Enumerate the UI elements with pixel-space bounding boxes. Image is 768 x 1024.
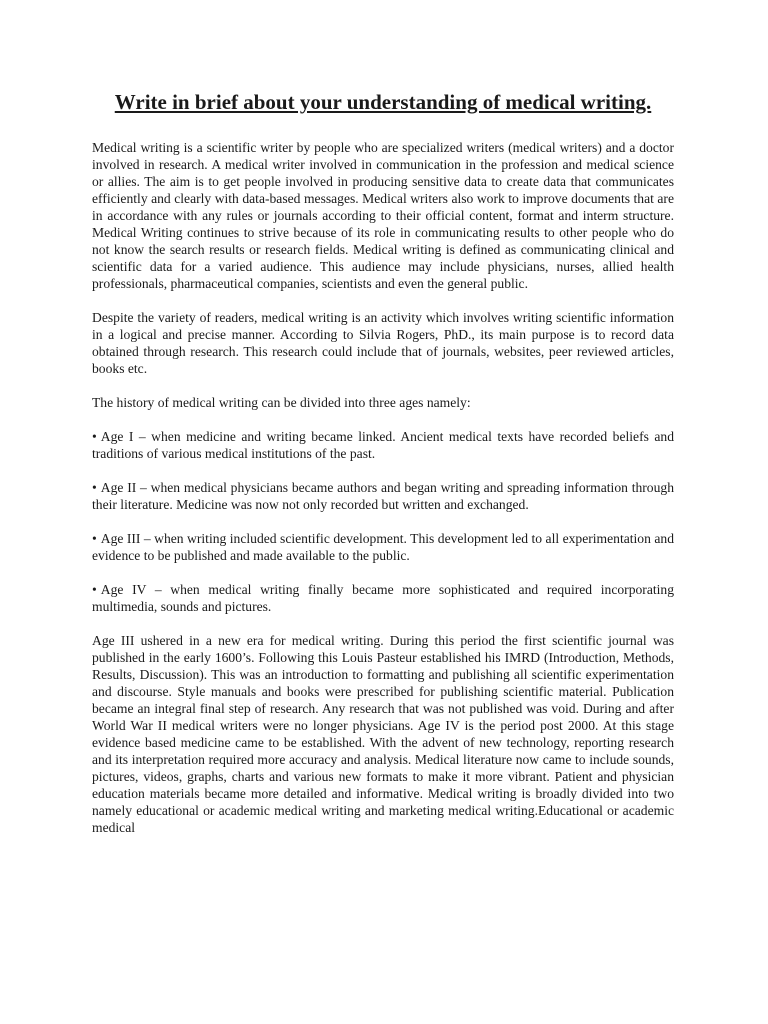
page-title: Write in brief about your understanding of medical writing. [114,90,652,114]
bullet-text: Age IV – when medical writing finally became more sophisticated and required incorporating multimedia, sounds and pictures. [92,582,674,614]
bullet-age-iii [92,530,674,564]
paragraph-readers: Despite the variety of readers, medical writing is an activity which involves writing scientific information in a logical and precise manner. According to Silvia Rogers, PhD., its main purpose is to record data obtained through research. This research could include that of journals, websites, peer reviewed articles, books etc. [92,310,674,376]
paragraph-intro: Medical writing is a scientific writer by people who are specialized writers (medical writers) and a doctor involved in research. A medical writer involved in communication in the profession and medical science or allies. The aim is to get people involved in producing sensitive data to create data that communicates efficiently and clearly with data-based messages. Medical writers also work to improve documents that are in accordance with any rules or journals according to their official content, format and interm structure. Medical Writing continues to strive because of its role in communicating results to other people who do not know the search results or research fields. Medical writing is defined as communicating clinical and scientific data for a varied audience. This audience may include physicians, nurses, allied health professionals, pharmaceutical companies, scientists and even the general public. [92,140,674,291]
bullet-age-i [92,428,674,462]
bullet-text: Age II – when medical physicians became authors and began writing and spreading information through their literature. Medicine was now not only recorded but written and exchanged. [92,480,674,512]
bullet-age-iv [92,581,674,615]
bullet-text: Age I – when medicine and writing became linked. Ancient medical texts have recorded beliefs and traditions of various medical institutions of the past. [92,429,674,461]
document-page [92,88,674,853]
bullet-text: Age III – when writing included scientific development. This development led to all experimentation and evidence to be published and made available to the public. [92,531,674,563]
bullet-icon: • [92,480,97,495]
paragraph-age-iii-era: Age III ushered in a new era for medical writing. During this period the first scientific journal was published in the early 1600’s. Following this Louis Pasteur established his IMRD (Introduction, Methods, Results, Discussion). This was an introduction to formatting and publishing all scientific experimentation and discourse. Style manuals and books were prescribed for publishing scientific material. Publication became an integral final step of research. Any research that was not published was void. During and after World War II medical writers were no longer physicians. Age IV is the period post 2000. At this stage evidence based medicine came to be established. With the advent of new technology, reporting research and its interpretation required more accuracy and analysis. Medical literature now came to include sounds, pictures, videos, graphs, charts and various new formats to make it more vibrant. Patient and physician education materials became more detailed and informative. Medical writing is broadly divided into two namely educational or academic medical writing and marketing medical writing.Educational or academic medical [92,633,674,835]
bullet-icon: • [92,582,97,597]
paragraph-history-lead: The history of medical writing can be divided into three ages namely: [92,395,471,410]
bullet-age-ii [92,479,674,513]
bullet-icon: • [92,531,97,546]
bullet-icon: • [92,429,97,444]
